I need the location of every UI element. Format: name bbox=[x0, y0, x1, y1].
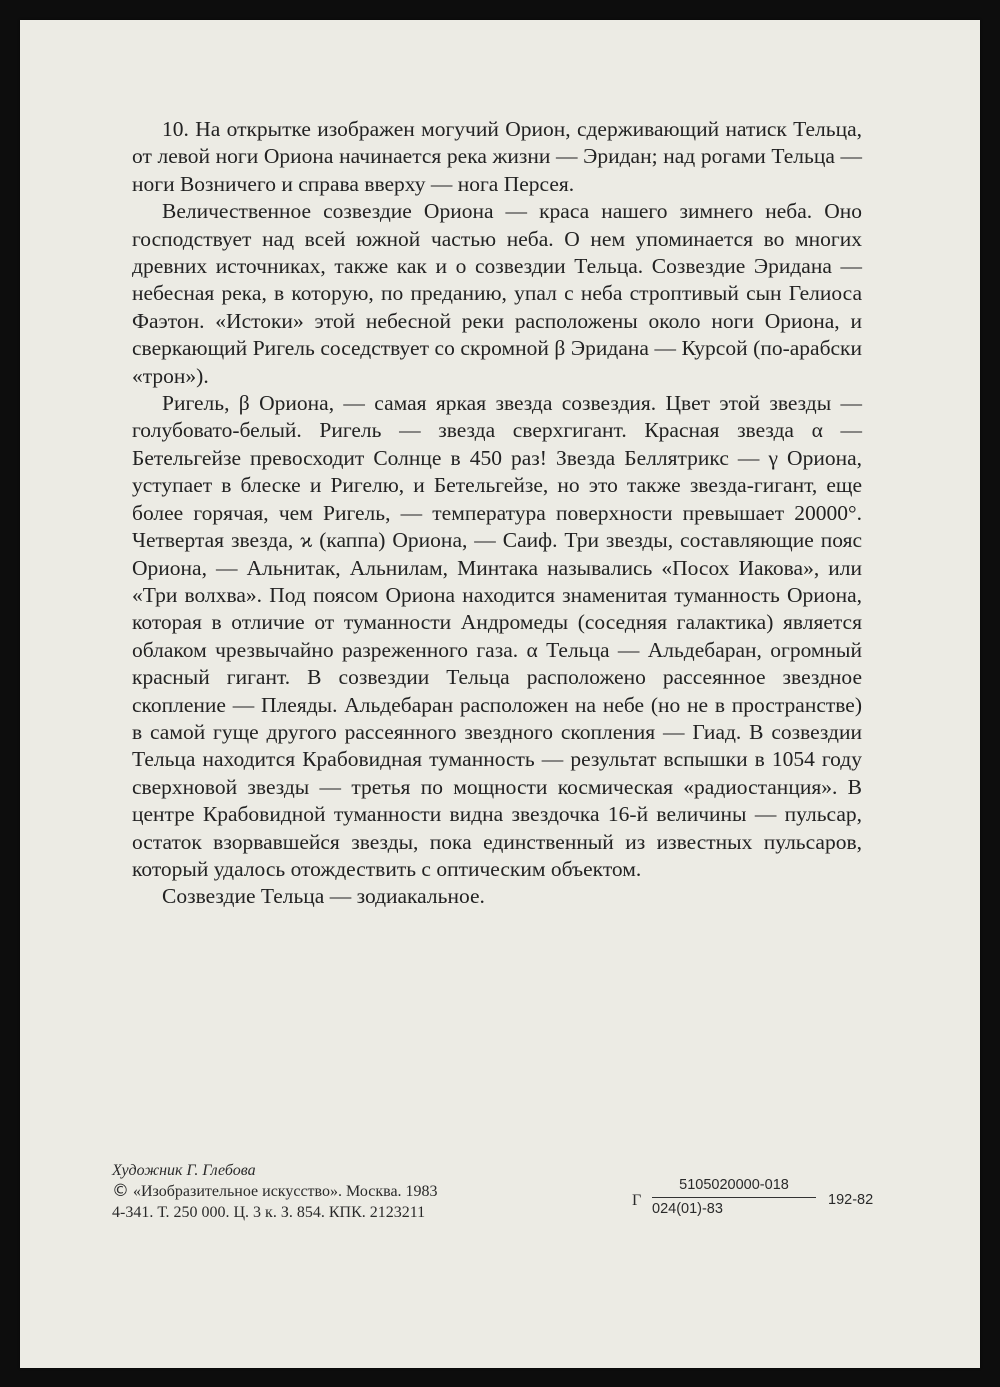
index-side: 192-82 bbox=[828, 1192, 874, 1208]
paragraph-zodiac: Созвездие Тельца — зодиакальное. bbox=[162, 884, 485, 909]
artist-credit: Художник Г. Глебова bbox=[112, 1162, 256, 1179]
index-letter: Г bbox=[632, 1192, 642, 1209]
publisher: «Изобразительное искусство». Москва. 1983 bbox=[133, 1183, 438, 1200]
print-info: 4-341. Т. 250 000. Ц. 3 к. З. 854. КПК. 2123211 bbox=[112, 1204, 426, 1221]
copyright-line bbox=[112, 1181, 438, 1202]
paragraph-orion: Величественное созвездие Ориона — краса нашего зимнего неба. Оно господствует над всей южной частью неба. О нем упоминается во многих древних источниках, также как и о созвездии Тельца. Созвездие Эридана — небесная река, в которую, по преданию, упал с неба строптивый сын Гелиоса Фаэтон. «Истоки» этой небесной реки расположены около ноги Ориона, и сверкающий Ригель соседствует со скромной β Эридана — Курсой (по-арабски «трон»). bbox=[132, 199, 862, 388]
paragraph-stars: Ригель, β Ориона, — самая яркая звезда созвездия. Цвет этой звезды — голубовато-белый. Ригель — звезда сверхгигант. Красная звезда α — Бетельгейзе превосходит Солнце в 450 раз! Звезда Беллятрикс — γ Ориона, уступает в блеске и Ригелю, и Бетельгейзе, но это также звезда-гигант, еще более горячая, чем Ригель, — температура поверхности превышает 20000°. Четвертая звезда, ϰ (каппа) Ориона, — Саиф. Три звезды, составляющие пояс Ориона, — Альнитак, Альнилам, Минтака назывались «Посох Иакова», или «Три волхва». Под поясом Ориона находится знаменитая туманность Ориона, которая в отличие от туманности Андромеды (соседняя галактика) является облаком чрезвычайно разреженного газа. α Тельца — Альдебаран, огромный красный гигант. В созвездии Тельца расположено рассеянное звездное скопление — Плеяды. Альдебаран расположен на небе (но не в пространстве) в самой гуще другого рассеянного звездного скопления — Гиад. В созвездии Тельца находится Крабовидная туманность — результат вспышки в 1054 году сверхновой звезды — третья по мощности космическая «радиостанция». В центре Крабовидной туманности видна звездочка 16-й величины — пульсар, остаток взорвавшейся звезды, пока единственный из известных пульсаров, который удалось отождествить с оптическим объектом. bbox=[132, 391, 862, 881]
postcard-back bbox=[20, 20, 980, 1368]
paragraph-intro: 10. На открытке изображен могучий Орион, сдерживающий натиск Тельца, от левой ноги Ориона начинается река жизни — Эридан; над рогами Тельца — ноги Возничего и справа вверху — нога Персея. bbox=[132, 117, 862, 196]
index-denominator: 024(01)-83 bbox=[652, 1201, 723, 1217]
description-text bbox=[132, 116, 862, 911]
imprint bbox=[112, 1160, 892, 1223]
catalog-index bbox=[632, 1175, 892, 1225]
copyright-icon: © bbox=[112, 1181, 129, 1201]
index-numerator: 5105020000-018 bbox=[652, 1175, 816, 1198]
